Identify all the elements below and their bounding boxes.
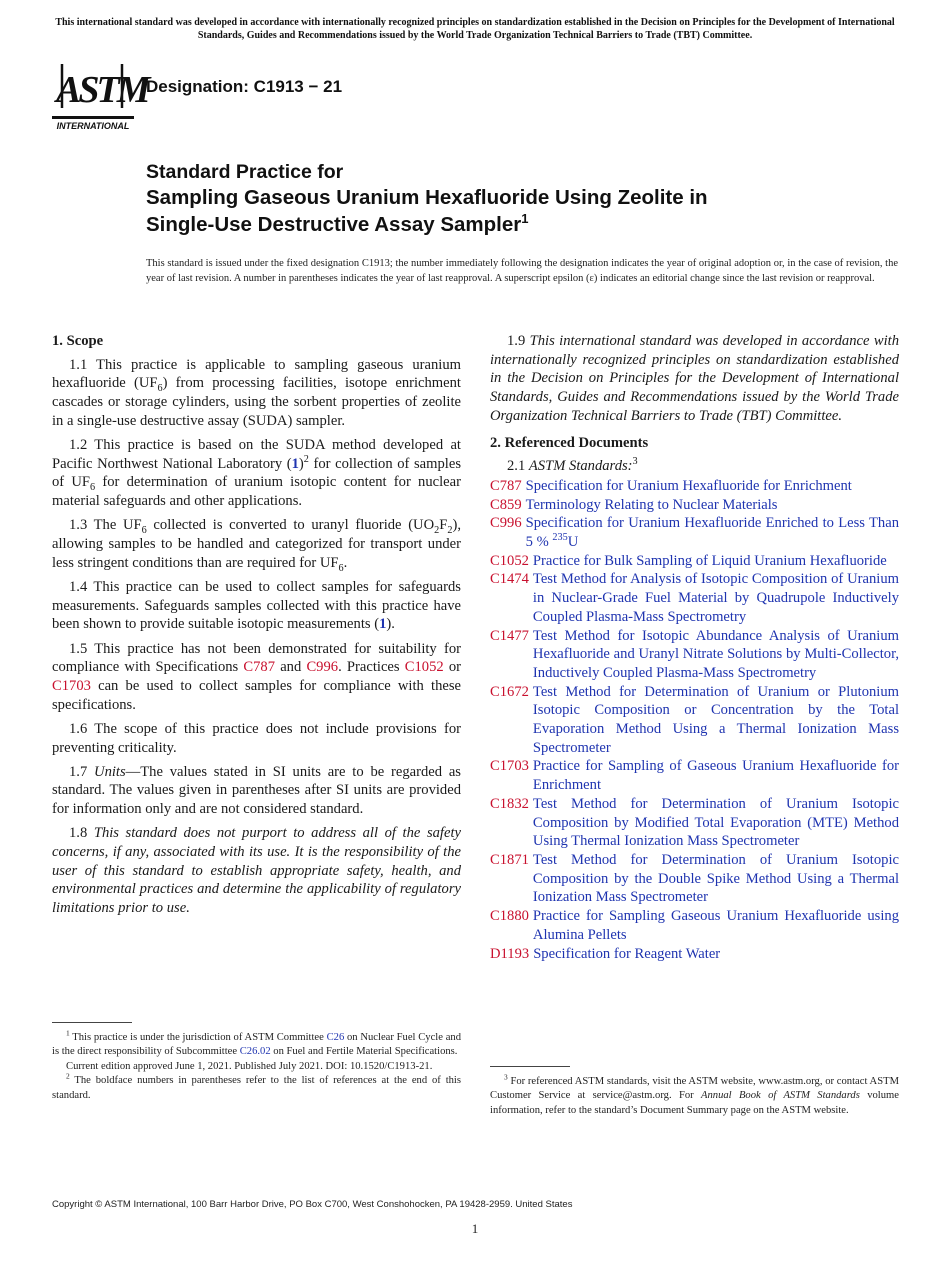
standard-code[interactable]: C996 <box>490 515 522 532</box>
standard-title[interactable]: Specification for Uranium Hexafluoride for Enrichment <box>525 477 852 494</box>
para-1-9: 1.9 This international standard was developed in accordance with internationally recognized principles on standardization established in the Decision on Principles for the Development of International Standards, Guides and Recommendations issued by the World Trade Organization Technical Barriers to Trade (TBT) Committee. <box>490 333 900 424</box>
standard-title[interactable]: Test Method for Determination of Uranium or Plutonium Isotopic Composition or Concentration by the Total Evaporation Method Using a Thermal Ionization Mass Spectrometer <box>532 683 899 756</box>
standard-code[interactable]: C859 <box>490 496 522 513</box>
standard-code[interactable]: C1052 <box>490 552 529 569</box>
referenced-standards-list <box>490 477 899 963</box>
standard-title[interactable]: Test Method for Isotopic Abundance Analysis of Uranium Hexafluoride and Uranyl Nitrate Solutions by Multi-Collector, Inductively Coupled Plasma-Mass Spectrometry <box>532 627 899 681</box>
standard-code[interactable]: C1474 <box>490 571 529 588</box>
referenced-standard-c1703[interactable] <box>490 757 899 794</box>
referenced-standard-c1871[interactable] <box>490 851 899 907</box>
document-title <box>146 160 846 238</box>
para-1-4: 1.4 This practice can be used to collect samples for safeguards measurements. Safeguards samples collected with this practice have been shown to provide suitable isotopic measurements (1). <box>52 578 461 633</box>
link-c1052[interactable]: C1052 <box>404 659 444 676</box>
standard-title[interactable]: Specification for Reagent Water <box>533 945 721 962</box>
referenced-standard-c1672[interactable] <box>490 683 899 758</box>
astm-logo <box>52 58 148 132</box>
standard-code[interactable]: D1193 <box>490 945 530 962</box>
referenced-standard-c1477[interactable] <box>490 627 899 683</box>
referenced-standard-c996[interactable] <box>490 514 899 551</box>
footnote-rule-left <box>52 1022 132 1023</box>
para-1-7: 1.7 Units—The values stated in SI units are to be regarded as standard. The values given in parentheses after SI units are provided for information only and are not considered standard. <box>52 763 461 818</box>
standard-title[interactable]: Test Method for Determination of Uranium Isotopic Composition by Modified Total Evaporation (MTE) Method Using Thermal Ionization Mass Spectrometer <box>532 795 899 850</box>
para-1-8: 1.8 This standard does not purport to address all of the safety concerns, if any, associated with its use. It is the responsibility of the user of this standard to establish appropriate safety, health, and environmental practices and determine the applicability of regulatory limitations prior to use. <box>52 825 461 917</box>
standard-code[interactable]: C1477 <box>490 627 529 644</box>
link-c996[interactable]: C996 <box>306 659 339 676</box>
reference-link-1[interactable]: 1 <box>379 616 387 633</box>
footnotes-left <box>52 1028 461 1103</box>
footnote-rule-right <box>490 1066 570 1067</box>
para-1-6: 1.6 The scope of this practice does not include provisions for preventing criticality. <box>52 720 461 756</box>
tbt-notice: This international standard was developed in accordance with internationally recognized principles on standardization established in the Decision on Principles for the Development of International Standards, Guides and Recommendations issued by the World Trade Organization Technical Barriers to Trade (TBT) Committee. <box>55 17 895 41</box>
standard-title[interactable]: Practice for Bulk Sampling of Liquid Uranium Hexafluoride <box>532 552 887 569</box>
section-2-heading: 2. Referenced Documents <box>490 434 649 451</box>
link-c1703[interactable]: C1703 <box>52 677 91 694</box>
logo-international-text: INTERNATIONAL <box>56 121 130 131</box>
footnote-1-edition: Current edition approved June 1, 2021. Published July 2021. DOI: 10.1520/C1913-21. <box>66 1060 433 1072</box>
referenced-standard-c787[interactable] <box>490 477 899 496</box>
reference-link-1[interactable]: 1 <box>291 455 299 472</box>
referenced-standard-c1832[interactable] <box>490 795 899 851</box>
standard-code[interactable]: C1880 <box>490 908 529 925</box>
link-c26[interactable]: C26 <box>326 1032 345 1043</box>
para-1-5: 1.5 This practice has not been demonstrated for suitability for compliance with Specifications C787 and C996. Practices C1052 or C1703 can be used to collect samples for compliance with these specifications. <box>52 640 462 713</box>
title-line-2: Sampling Gaseous Uranium Hexafluoride Using Zeolite in <box>146 186 708 209</box>
issued-note: This standard is issued under the fixed designation C1913; the number immediately following the designation indicates the year of original adoption or, in the case of revision, the year of last revision. A number in parentheses indicates the year of last reapproval. A superscript epsilon (ε) indicates an editorial change since the last revision or reapproval. <box>146 258 898 284</box>
standard-code[interactable]: C1871 <box>490 851 529 868</box>
standard-title[interactable]: Test Method for Determination of Uranium Isotopic Composition by the Double Spike Method Using a Thermal Ionization Mass Spectrometer <box>532 851 899 906</box>
footnote-3: $^3$ For referenced ASTM standards, visit the ASTM website, www.astm.org, or contact ASTM Customer Service at service@astm.org. For Annual Book of ASTM Standards volume information, refer to the standard’s Document Summary page on the ASTM website. <box>490 1072 899 1116</box>
referenced-standard-c859[interactable] <box>490 496 899 515</box>
designation: Designation: C1913 − 21 <box>146 77 343 96</box>
astm-logo-icon <box>52 58 148 132</box>
footnotes-right <box>490 1072 899 1118</box>
standard-title[interactable]: Terminology Relating to Nuclear Materials <box>525 496 778 513</box>
standard-code[interactable]: C1832 <box>490 795 529 812</box>
page-number: 1 <box>471 1221 479 1236</box>
standard-title[interactable]: Test Method for Analysis of Isotopic Composition of Uranium in Nuclear-Grade Fuel Material by Quadrupole Inductively Coupled Plasma-Mass Spectrometry <box>532 571 899 625</box>
left-column <box>52 332 461 923</box>
footnote-2: $^2$ The boldface numbers in parentheses refer to the list of references at the end of this standard. <box>52 1071 461 1101</box>
link-c26-02[interactable]: C26.02 <box>239 1046 271 1058</box>
astm-standards-heading: 2.1 ASTM Standards:$^3$ <box>507 456 638 475</box>
title-line-3: Single-Use Destructive Assay Sampler$^1$ <box>146 211 529 236</box>
referenced-standard-d1193[interactable] <box>490 945 899 964</box>
standard-code[interactable]: C1703 <box>490 758 529 775</box>
standard-code[interactable]: C787 <box>490 477 522 494</box>
standard-code[interactable]: C1672 <box>490 683 529 700</box>
standard-title[interactable]: Specification for Uranium Hexafluoride Enriched to Less Than 5 % $^{235}$U <box>525 515 899 551</box>
para-1-1: 1.1 This practice is applicable to sampling gaseous uranium hexafluoride $(UF_6)$ from processing facilities, isotope enrichment cascades or storage cylinders, using the sorbent properties of zeolite in a single-use destructive assay (SUDA) sampler. <box>52 356 461 429</box>
referenced-standard-c1880[interactable] <box>490 907 899 944</box>
referenced-standard-c1052[interactable] <box>490 552 899 571</box>
referenced-standard-c1474[interactable] <box>490 570 899 626</box>
standard-title[interactable]: Practice for Sampling Gaseous Uranium Hexafluoride using Alumina Pellets <box>532 908 899 943</box>
title-footnote-mark: 1 <box>521 211 529 227</box>
right-column <box>490 332 899 963</box>
section-1-heading: 1. Scope <box>52 333 104 349</box>
footnote-1: $^1$ This practice is under the jurisdiction of ASTM Committee C26 on Nuclear Fuel Cycle and is the direct responsibility of Subcommittee C26.02 on Fuel and Fertile Material Specifications. <box>52 1028 461 1058</box>
title-line-1: Standard Practice for <box>146 161 344 183</box>
para-1-2: 1.2 This practice is based on the SUDA method developed at Pacific Northwest National Laboratory $(1)^2$ for collection of samples of $UF_6$ for determination of uranium isotopic content for nuclear material safeguards and other applications. <box>52 437 461 510</box>
standard-title[interactable]: Practice for Sampling of Gaseous Uranium Hexafluoride for Enrichment <box>532 758 899 794</box>
logo-letters: ASTM <box>56 69 148 111</box>
link-c787[interactable]: C787 <box>243 659 276 676</box>
copyright: Copyright © ASTM International, 100 Barr Harbor Drive, PO Box C700, West Conshohocken, PA 19428-2959. United States <box>52 1199 573 1210</box>
para-1-3: 1.3 The $UF_6$ collected is converted to uranyl fluoride $(UO_2F_2)$, allowing samples to be handled and categorized for transport under less stringent conditions than are required for $UF_6$. <box>52 517 461 574</box>
